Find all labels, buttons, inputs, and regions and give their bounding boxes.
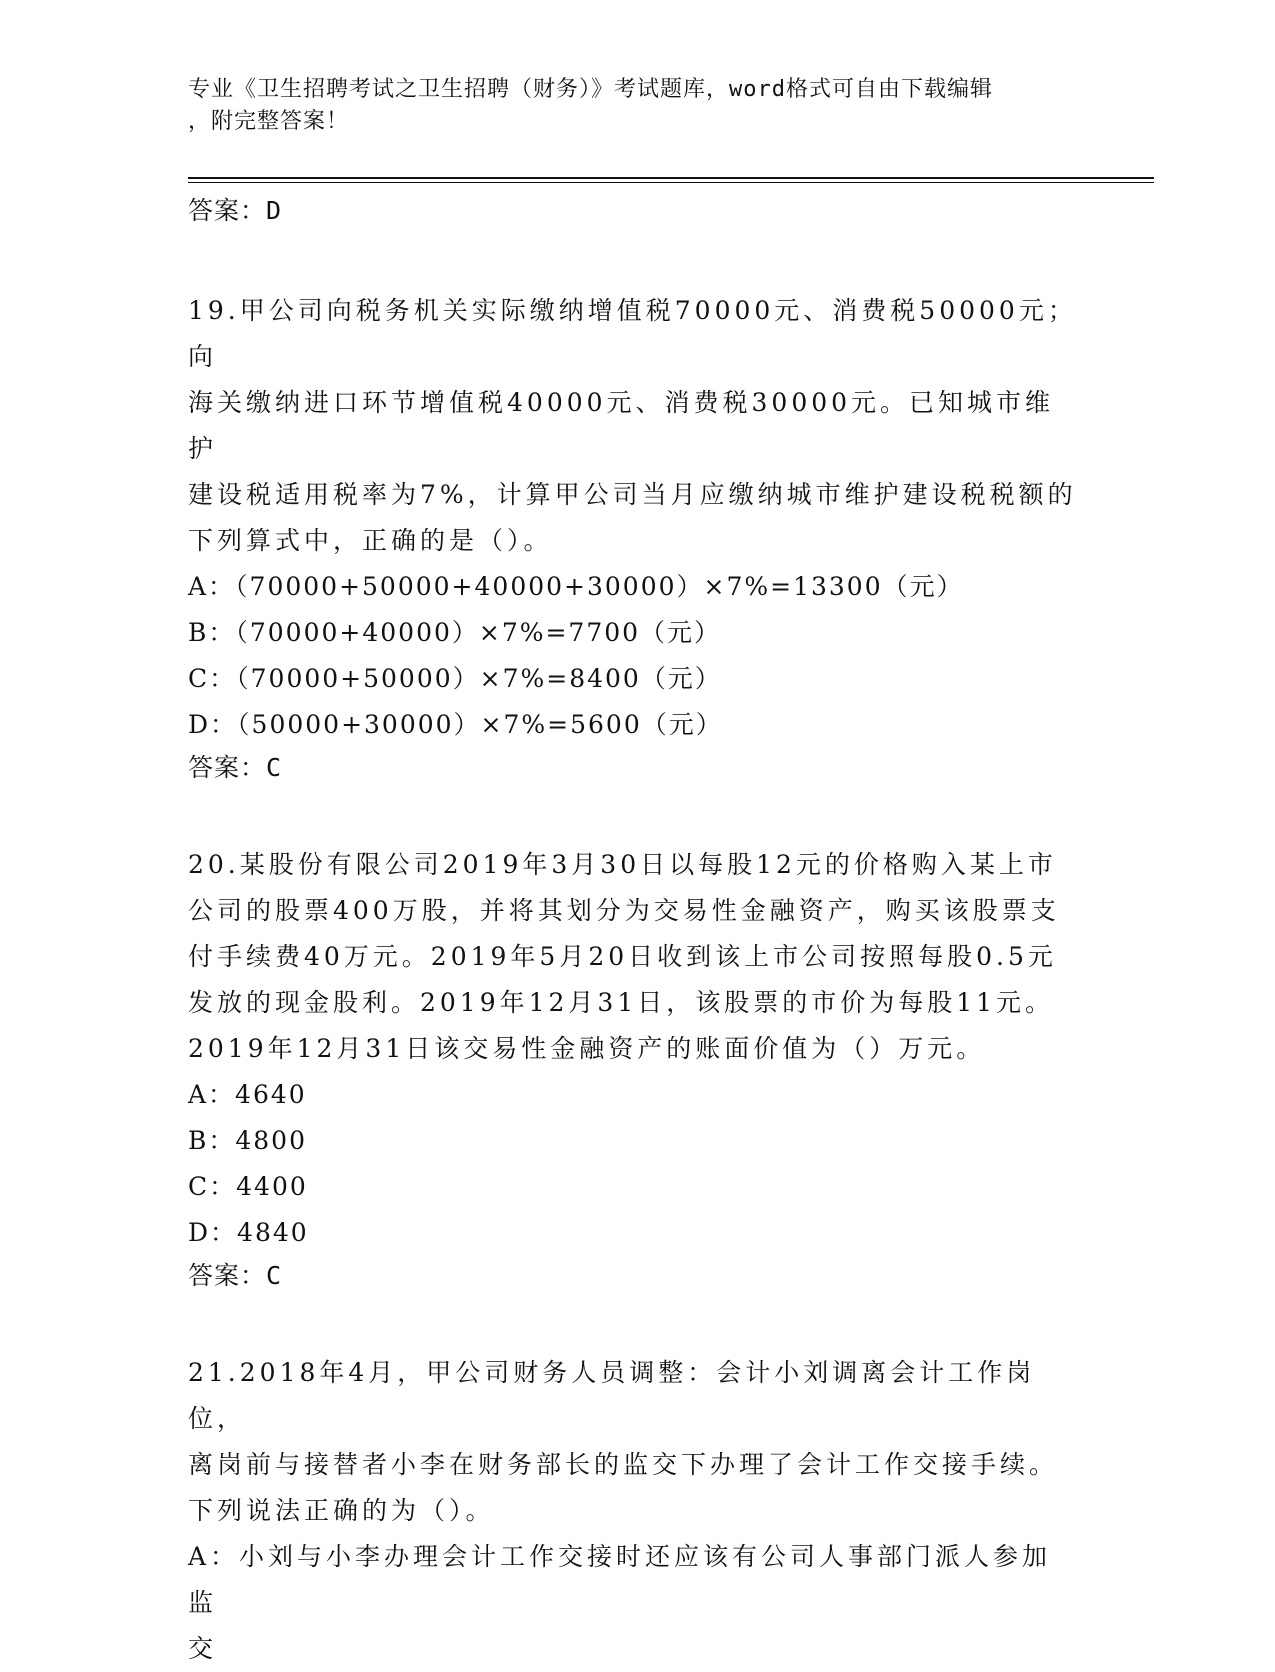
option-a-continued: 交 xyxy=(188,1634,216,1663)
question-stem-line: 下列算式中，正确的是（）。 xyxy=(188,526,553,555)
question-19 xyxy=(188,288,1078,788)
option-b: B：（70000+40000）×7%=7700（元） xyxy=(188,618,722,647)
answer: 答案：C xyxy=(188,753,283,782)
question-20 xyxy=(188,842,1078,1296)
previous-answer: 答案：D xyxy=(188,196,283,225)
question-stem-line: 发放的现金股利。2019年12月31日，该股票的市价为每股11元。 xyxy=(188,988,1055,1017)
question-stem-line: 离岗前与接替者小李在财务部长的监交下办理了会计工作交接手续。 xyxy=(188,1450,1059,1479)
question-stem-line: 20.某股份有限公司2019年3月30日以每股12元的价格购入某上市 xyxy=(188,850,1057,879)
document-header xyxy=(188,74,1088,138)
option-a: A：4640 xyxy=(188,1080,307,1109)
option-d: D：4840 xyxy=(188,1218,309,1247)
header-divider xyxy=(188,177,1154,183)
question-stem-line: 付手续费40万元。2019年5月20日收到该上市公司按照每股0.5元 xyxy=(188,942,1057,971)
answer: 答案：C xyxy=(188,1261,283,1290)
option-b: B：4800 xyxy=(188,1126,307,1155)
question-stem-line: 21.2018年4月，甲公司财务人员调整：会计小刘调离会计工作岗位， xyxy=(188,1358,1036,1433)
question-stem-line: 下列说法正确的为（）。 xyxy=(188,1496,495,1525)
option-c: C：4400 xyxy=(188,1172,308,1201)
question-stem-line: 公司的股票400万股，并将其划分为交易性金融资产，购买该股票支 xyxy=(188,896,1060,925)
question-stem-line: 海关缴纳进口环节增值税40000元、消费税30000元。已知城市维护 xyxy=(188,388,1055,463)
option-c: C：（70000+50000）×7%=8400（元） xyxy=(188,664,722,693)
header-line-2: ，附完整答案！ xyxy=(188,109,350,134)
question-list xyxy=(188,194,1078,1672)
header-line-1: 专业《卫生招聘考试之卫生招聘（财务）》考试题库，word格式可自由下载编辑 xyxy=(188,77,993,102)
question-stem-line: 建设税适用税率为7%，计算甲公司当月应缴纳城市维护建设税税额的 xyxy=(188,480,1077,509)
question-stem-line: 2019年12月31日该交易性金融资产的账面价值为（）万元。 xyxy=(188,1034,986,1063)
option-d: D：（50000+30000）×7%=5600（元） xyxy=(188,710,723,739)
option-a: A：（70000+50000+40000+30000）×7%=13300（元） xyxy=(188,572,964,601)
question-21 xyxy=(188,1350,1078,1672)
option-a: A：小刘与小李办理会计工作交接时还应该有公司人事部门派人参加监 xyxy=(188,1542,1052,1617)
question-stem-line: 19.甲公司向税务机关实际缴纳增值税70000元、消费税50000元；向 xyxy=(188,296,1077,371)
